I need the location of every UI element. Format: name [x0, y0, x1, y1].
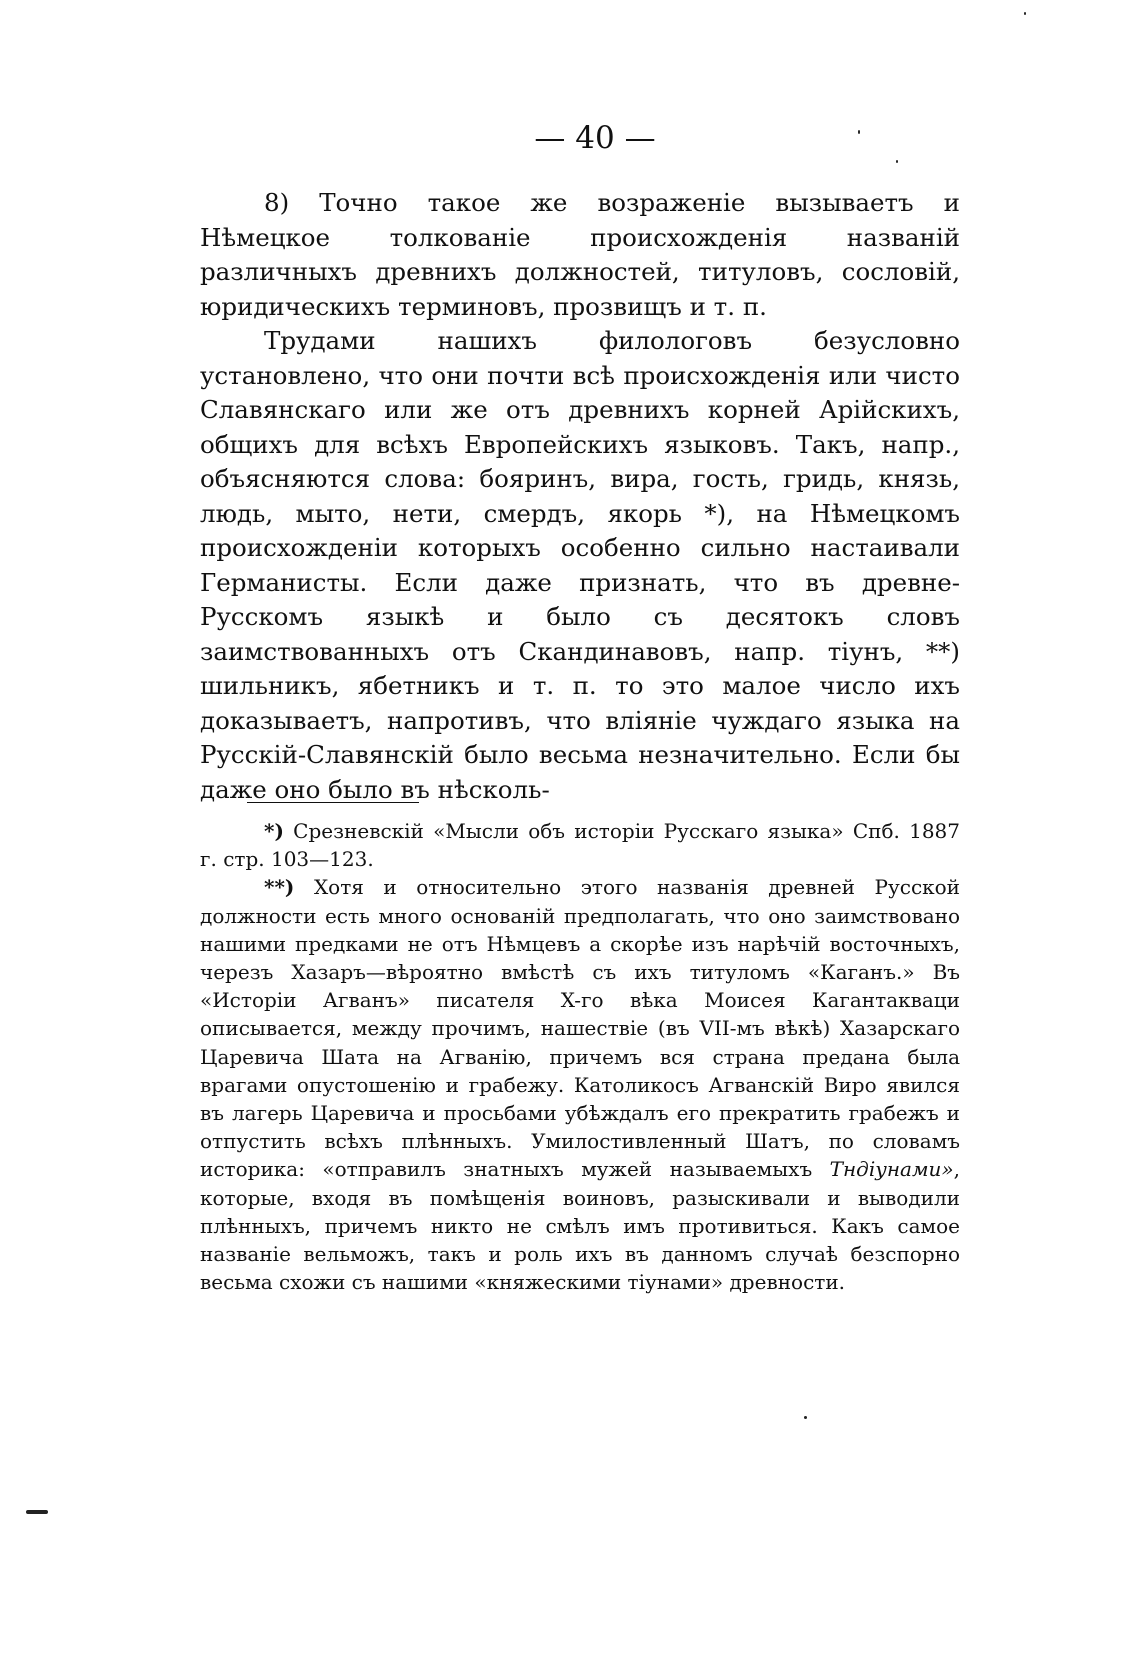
- footnote-1-mark: *): [264, 819, 284, 843]
- footnote-2: [200, 873, 960, 1296]
- page-number: — 40 —: [534, 120, 656, 156]
- scan-edge-mark: [26, 1510, 48, 1514]
- footnote-1-text: Срезневскій «Мысли объ исторіи Русскаго языка» Спб. 1887 г. стр. 103—123.: [200, 819, 961, 872]
- footnote-divider: [247, 802, 419, 803]
- scan-speck: [858, 130, 860, 134]
- footnote-2-italic-term: Тндіунами»: [829, 1157, 954, 1182]
- footnotes: [200, 817, 960, 1296]
- paragraph-2: Трудами нашихъ филологовъ безусловно установлено, что они почти всѣ происхожденія или чисто Славянскаго или же отъ древнихъ корней Арійскихъ, общихъ для всѣхъ Европейскихъ языковъ. Такъ, напр., объясняются слова: бояринъ, вира, гость, гридь, князь, людь, мыто, нети, смердъ, якорь *), на Нѣмецкомъ происхожденіи которыхъ особенно сильно настаивали Германисты. Если даже признать, что въ древне-Русскомъ языкѣ и было съ десятокъ словъ заимствованныхъ отъ Скандинавовъ, напр. тіунъ, **) шильникъ, ябетникъ и т. п. то это малое число ихъ доказываетъ, напротивъ, что вліяніе чуждаго языка на Русскій-Славянскій было весьма незначительно. Если бы даже оно было въ нѣсколь-: [200, 326, 960, 804]
- scan-speck: [896, 160, 898, 163]
- footnote-2-mark: **): [264, 875, 295, 900]
- footnote-2-tail: , которые, входя въ помѣщенія воиновъ, разыскивали и выводили плѣнныхъ, причемъ никто не смѣлъ имъ противиться. Какъ самое названіе вельможъ, такъ и роль ихъ въ данномъ случаѣ безспорно весьма схожи съ нашими «княжескими тіунами» древности.: [200, 1157, 961, 1295]
- footnote-2-text: Хотя и относительно этого названія древней Русской должности есть много основаній предполагать, что оно заимствовано нашими предками не отъ Нѣмцевъ а скорѣе изъ нарѣчій восточныхъ, черезъ Хазаръ—вѣроятно вмѣстѣ съ ихъ титуломъ «Каганъ.» Въ «Исторіи Агванъ» писателя X-го вѣка Моисея Кагантакваци описывается, между прочимъ, нашествіе (въ VII-мъ вѣкѣ) Хазарскаго Царевича Шата на Агванію, причемъ вся страна предана была врагами опустошенію и грабежу. Католикосъ Агванскій Виро явился въ лагерь Царевича и просьбами убѣждалъ его прекратить грабежъ и отпустить всѣхъ плѣнныхъ. Умилостивленный Шатъ, по словамъ историка: «отправилъ знатныхъ мужей называемыхъ: [200, 875, 961, 1182]
- footnote-1: [200, 817, 960, 873]
- paragraph-1: 8) Точно такое же возраженіе вызываетъ и Нѣмецкое толкованіе происхожденія названій различныхъ древнихъ должностей, титуловъ, сословій, юридическихъ терминовъ, прозвищъ и т. п.: [200, 188, 960, 321]
- scan-speck: [1024, 12, 1026, 15]
- scan-speck: [804, 1416, 807, 1419]
- main-text: [200, 186, 960, 807]
